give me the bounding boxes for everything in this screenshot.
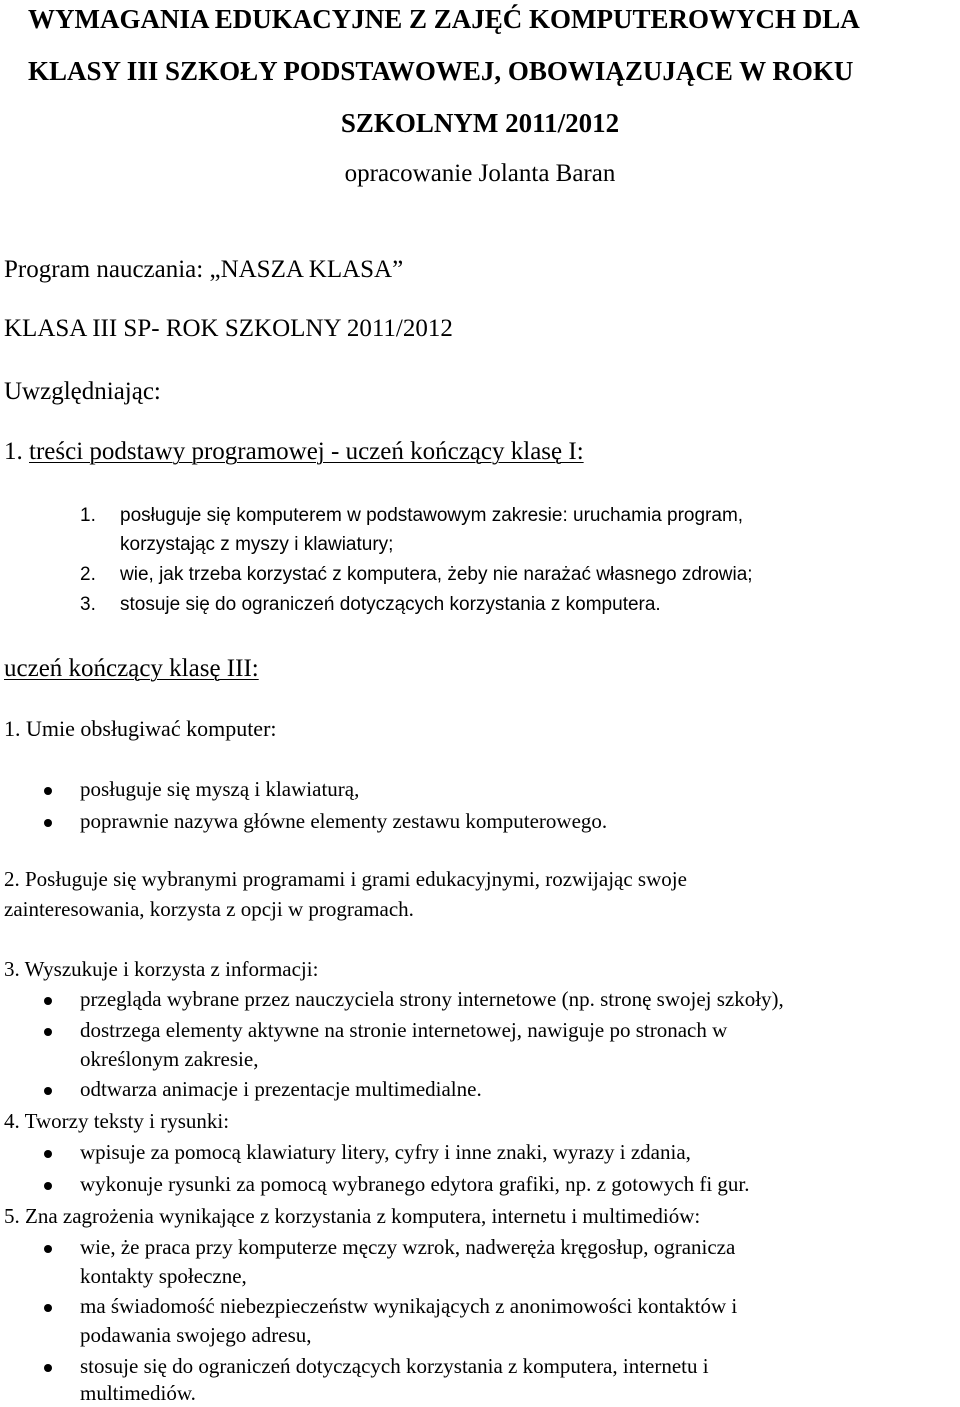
section-1-heading-text: treści podstawy programowej - uczeń kończący klasę I: [29,438,584,465]
bullet-icon [44,1150,52,1158]
requirement-2-line-2: zainteresowania, korzysta z opcji w programach. [4,897,414,921]
bullet-icon [44,1304,52,1312]
requirement-4-bullet-2: wykonuje rysunki za pomocą wybranego edytora grafiki, np. z gotowych fi gur. [80,1172,750,1196]
requirement-5 [4,1204,700,1229]
section-1-number: 1. [4,438,23,465]
section-1-item-1-line-2: korzystając z myszy i klawiatury; [120,534,394,555]
requirement-3-bullet-2-line-2: określonym zakresie, [80,1047,259,1071]
requirement-2-text: Posługuje się wybranymi programami i grami edukacyjnymi, rozwijając swoje [25,867,687,891]
class-year-line: KLASA III SP- ROK SZKOLNY 2011/2012 [4,315,453,342]
requirement-5-bullet-1-line-2: kontakty społeczne, [80,1264,247,1288]
document-title-line-3: SZKOLNYM 2011/2012 [340,108,620,138]
bullet-icon [44,787,52,795]
document-title-line-1: WYMAGANIA EDUKACYJNE Z ZAJĘĆ KOMPUTEROWYCH DLA [28,4,860,34]
document-title-line-2: KLASY III SZKOŁY PODSTAWOWEJ, OBOWIĄZUJĄCE W ROKU [28,56,854,86]
requirement-1-bullet-1: posługuje się myszą i klawiaturą, [80,777,360,801]
requirement-2-line-1 [4,867,687,892]
requirement-5-bullet-3-line-2: multimediów. [80,1381,196,1405]
requirement-1-number: 1. [4,716,21,741]
requirement-5-text: Zna zagrożenia wynikające z korzystania z komputera, internetu i multimediów: [25,1204,701,1228]
program-line: Program nauczania: „NASZA KLASA” [4,256,404,283]
bullet-icon [44,1028,52,1036]
requirement-4 [4,1109,229,1134]
requirement-5-bullet-1-line-1: wie, że praca przy komputerze męczy wzrok, nadweręża kręgosłup, ogranicza [80,1235,736,1259]
considering-label: Uwzględniając: [4,378,161,405]
requirement-4-bullet-1: wpisuje za pomocą klawiatury litery, cyfry i inne znaki, wyrazy i zdania, [80,1140,691,1164]
requirement-3-text: Wyszukuje i korzysta z informacji: [24,957,319,981]
section-1-item-2-line-1: wie, jak trzeba korzystać z komputera, żeby nie narażać własnego zdrowia; [120,564,753,585]
section-1-item-2-number: 2. [80,564,96,585]
requirement-4-number: 4. [4,1109,20,1133]
section-1-item-3-number: 3. [80,594,96,615]
requirement-3-number: 3. [4,957,20,981]
requirement-3 [4,957,318,982]
requirement-3-bullet-3: odtwarza animacje i prezentacje multimedialne. [80,1077,482,1101]
bullet-icon [44,1364,52,1372]
section-1-item-3-line-1: stosuje się do ograniczeń dotyczących korzystania z komputera. [120,594,661,615]
requirement-1-bullet-2: poprawnie nazywa główne elementy zestawu komputerowego. [80,809,608,833]
requirement-5-number: 5. [4,1204,20,1228]
section-1-item-1-line-1: posługuje się komputerem w podstawowym zakresie: uruchamia program, [120,505,744,526]
requirement-3-bullet-1: przegląda wybrane przez nauczyciela strony internetowe (np. stronę swojej szkoły), [80,987,784,1011]
requirement-1 [4,716,277,742]
bullet-icon [44,997,52,1005]
requirement-3-bullet-2-line-1: dostrzega elementy aktywne na stronie internetowej, nawiguje po stronach w [80,1018,728,1042]
bullet-icon [44,1245,52,1253]
requirement-1-text: Umie obsługiwać komputer: [26,716,277,741]
requirement-2-number: 2. [4,867,20,891]
bullet-icon [44,1182,52,1190]
bullet-icon [44,819,52,827]
class-3-heading: uczeń kończący klasę III: [4,655,259,682]
author-line: opracowanie Jolanta Baran [344,160,616,187]
requirement-4-text: Tworzy teksty i rysunki: [24,1109,230,1133]
requirement-5-bullet-2-line-1: ma świadomość niebezpieczeństw wynikających z anonimowości kontaktów i [80,1294,738,1318]
section-1-heading [4,438,584,466]
bullet-icon [44,1087,52,1095]
requirement-5-bullet-2-line-2: podawania swojego adresu, [80,1323,312,1347]
section-1-item-1-number: 1. [80,505,96,526]
requirement-5-bullet-3-line-1: stosuje się do ograniczeń dotyczących korzystania z komputera, internetu i [80,1354,709,1378]
